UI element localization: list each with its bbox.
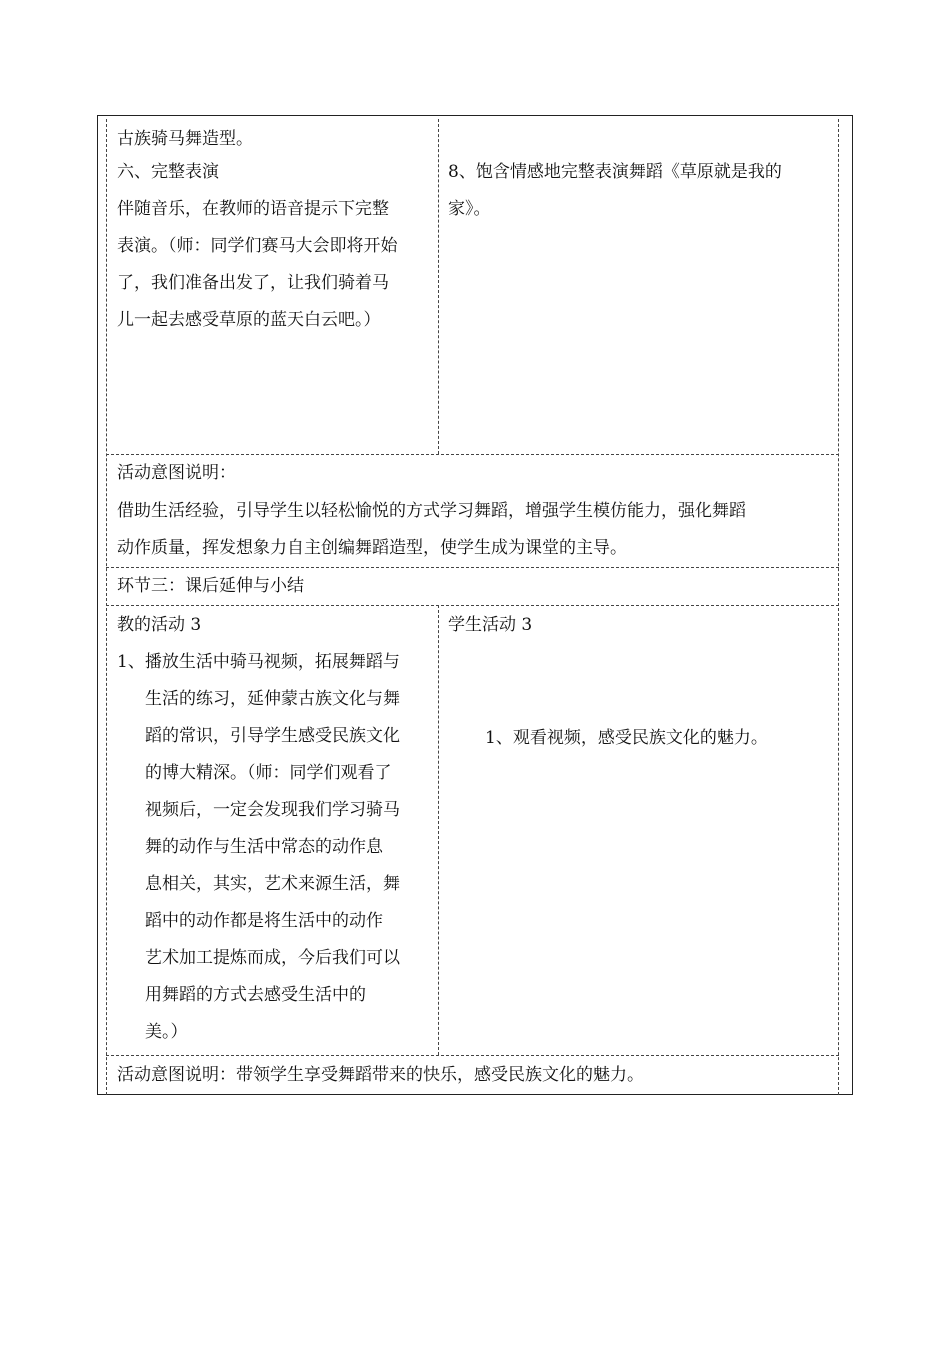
text-line: 的博大精深。（师：同学们观看了 (145, 763, 392, 783)
text-line: 家》。 (448, 199, 491, 219)
section-title: 环节三：课后延伸与小结 (117, 576, 304, 596)
text-line: 生活的练习，延伸蒙古族文化与舞 (145, 689, 400, 709)
text-line: 古族骑马舞造型。 (117, 129, 253, 149)
intent-label: 活动意图说明： (117, 463, 236, 483)
teacher-header: 教的活动 3 (117, 615, 202, 635)
text-line: 蹈中的动作都是将生活中的动作 (145, 911, 383, 931)
text-line: 美。） (145, 1022, 188, 1042)
text-line: 舞的动作与生活中常态的动作息 (145, 837, 383, 857)
activity-intent-3: 活动意图说明：带领学生享受舞蹈带来的快乐，感受民族文化的魅力。 (117, 1065, 644, 1085)
text-line: 息相关，其实，艺术来源生活，舞 (145, 874, 400, 894)
text-line: 表演。（师：同学们赛马大会即将开始 (117, 236, 398, 256)
row-divider (106, 567, 839, 568)
column-divider (438, 605, 439, 1055)
row-divider (106, 454, 839, 455)
text-line: 蹈的常识，引导学生感受民族文化 (145, 726, 400, 746)
text-line: 六、完整表演 (117, 162, 219, 182)
text-line: 艺术加工提炼而成，今后我们可以 (145, 948, 400, 968)
text-line: 用舞蹈的方式去感受生活中的 (145, 985, 366, 1005)
text-line: 伴随音乐，在教师的语音提示下完整 (117, 199, 389, 219)
text-line: 8、饱含情感地完整表演舞蹈《草原就是我的 (448, 162, 782, 182)
column-divider (438, 119, 439, 454)
row-divider (106, 1055, 839, 1056)
text-line: 借助生活经验，引导学生以轻松愉悦的方式学习舞蹈，增强学生模仿能力，强化舞蹈 (117, 501, 746, 521)
text-line: 视频后，一定会发现我们学习骑马 (145, 800, 400, 820)
row-divider (106, 605, 839, 606)
text-line: 动作质量，挥发想象力自主创编舞蹈造型，使学生成为课堂的主导。 (117, 538, 627, 558)
text-line: 1、播放生活中骑马视频，拓展舞蹈与 (117, 652, 400, 672)
text-line: 1、观看视频，感受民族文化的魅力。 (485, 728, 768, 748)
text-line: 了，我们准备出发了，让我们骑着马 (117, 273, 389, 293)
text-line: 儿一起去感受草原的蓝天白云吧。） (117, 310, 381, 330)
student-header: 学生活动 3 (448, 615, 533, 635)
